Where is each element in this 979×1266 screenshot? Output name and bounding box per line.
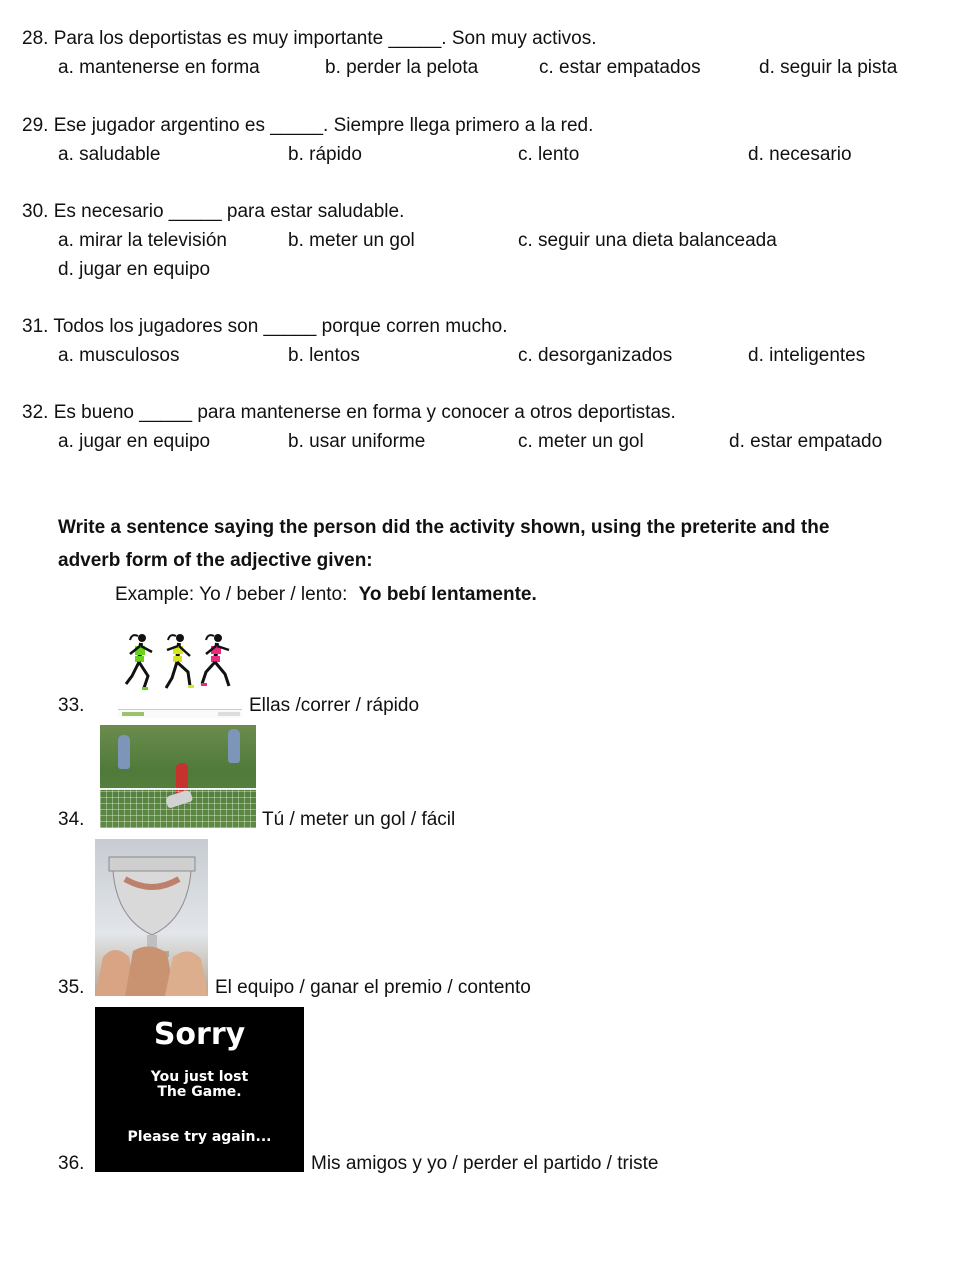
sorry-message [95,1070,304,1100]
sorry-try-again: Please try again... [127,1129,272,1145]
sorry-line-2: The Game. [157,1084,242,1100]
example-line [115,583,537,607]
question-29-option-c: c. lento [518,144,580,165]
soccer-goal-image [100,725,256,828]
example-answer: Yo bebí lentamente. [358,584,537,605]
runner-green-icon [124,632,158,694]
question-30-stem: 30. Es necesario _____ para estar saludable. [22,201,405,222]
question-30-option-b: b. meter un gol [288,230,415,251]
question-31-option-a: a. musculosos [58,345,180,366]
question-32-option-a: a. jugar en equipo [58,431,211,452]
item-33-number: 33. [58,695,85,716]
question-32-option-c: c. meter un gol [518,431,644,452]
question-32-option-d: d. estar empatado [729,431,883,452]
runner-pink-icon [200,632,234,694]
instructions-line-1: Write a sentence saying the person did the activity shown, using the preterite and the [58,517,830,538]
player-figure [118,735,130,769]
question-31-stem: 31. Todos los jugadores son _____ porque corren mucho. [22,316,508,337]
question-28-option-a: a. mantenerse en forma [58,57,260,78]
item-33-prompt: Ellas /correr / rápido [249,695,420,716]
question-29-option-a: a. saludable [58,144,161,165]
runners-image [118,626,242,718]
question-29-stem: 29. Ese jugador argentino es _____. Siempre llega primero a la red. [22,115,594,136]
question-30-option-c: c. seguir una dieta balanceada [518,230,777,251]
player-figure [228,729,240,763]
sorry-line-1: You just lost [150,1069,249,1085]
question-30-option-d: d. jugar en equipo [58,259,211,280]
item-36-number: 36. [58,1153,85,1174]
example-prefix: Example: Yo / beber / lento: [115,584,348,605]
question-30-option-a: a. mirar la televisión [58,230,227,251]
question-31-option-b: b. lentos [288,345,360,366]
question-31-option-c: c. desorganizados [518,345,673,366]
image-caption-strip [118,709,242,718]
runner-yellow-icon [162,632,196,694]
trophy-icon [95,839,208,996]
question-28-option-d: d. seguir la pista [759,57,898,78]
item-36-prompt: Mis amigos y yo / perder el partido / triste [311,1153,659,1174]
question-28-option-b: b. perder la pelota [325,57,479,78]
question-29-option-d: d. necesario [748,144,852,165]
question-29-option-b: b. rápido [288,144,362,165]
trophy-image [95,839,208,996]
sorry-game-image [95,1007,304,1172]
sorry-title: Sorry [153,1017,246,1052]
item-34-number: 34. [58,809,85,830]
item-35-prompt: El equipo / ganar el premio / contento [215,977,531,998]
question-28-option-c: c. estar empatados [539,57,701,78]
question-32-stem: 32. Es bueno _____ para mantenerse en forma y conocer a otros deportistas. [22,402,676,423]
item-35-number: 35. [58,977,85,998]
question-32-option-b: b. usar uniforme [288,431,426,452]
instructions-line-2: adverb form of the adjective given: [58,550,373,571]
item-34-prompt: Tú / meter un gol / fácil [262,809,456,830]
question-28-stem: 28. Para los deportistas es muy importante _____. Son muy activos. [22,28,597,49]
question-31-option-d: d. inteligentes [748,345,866,366]
